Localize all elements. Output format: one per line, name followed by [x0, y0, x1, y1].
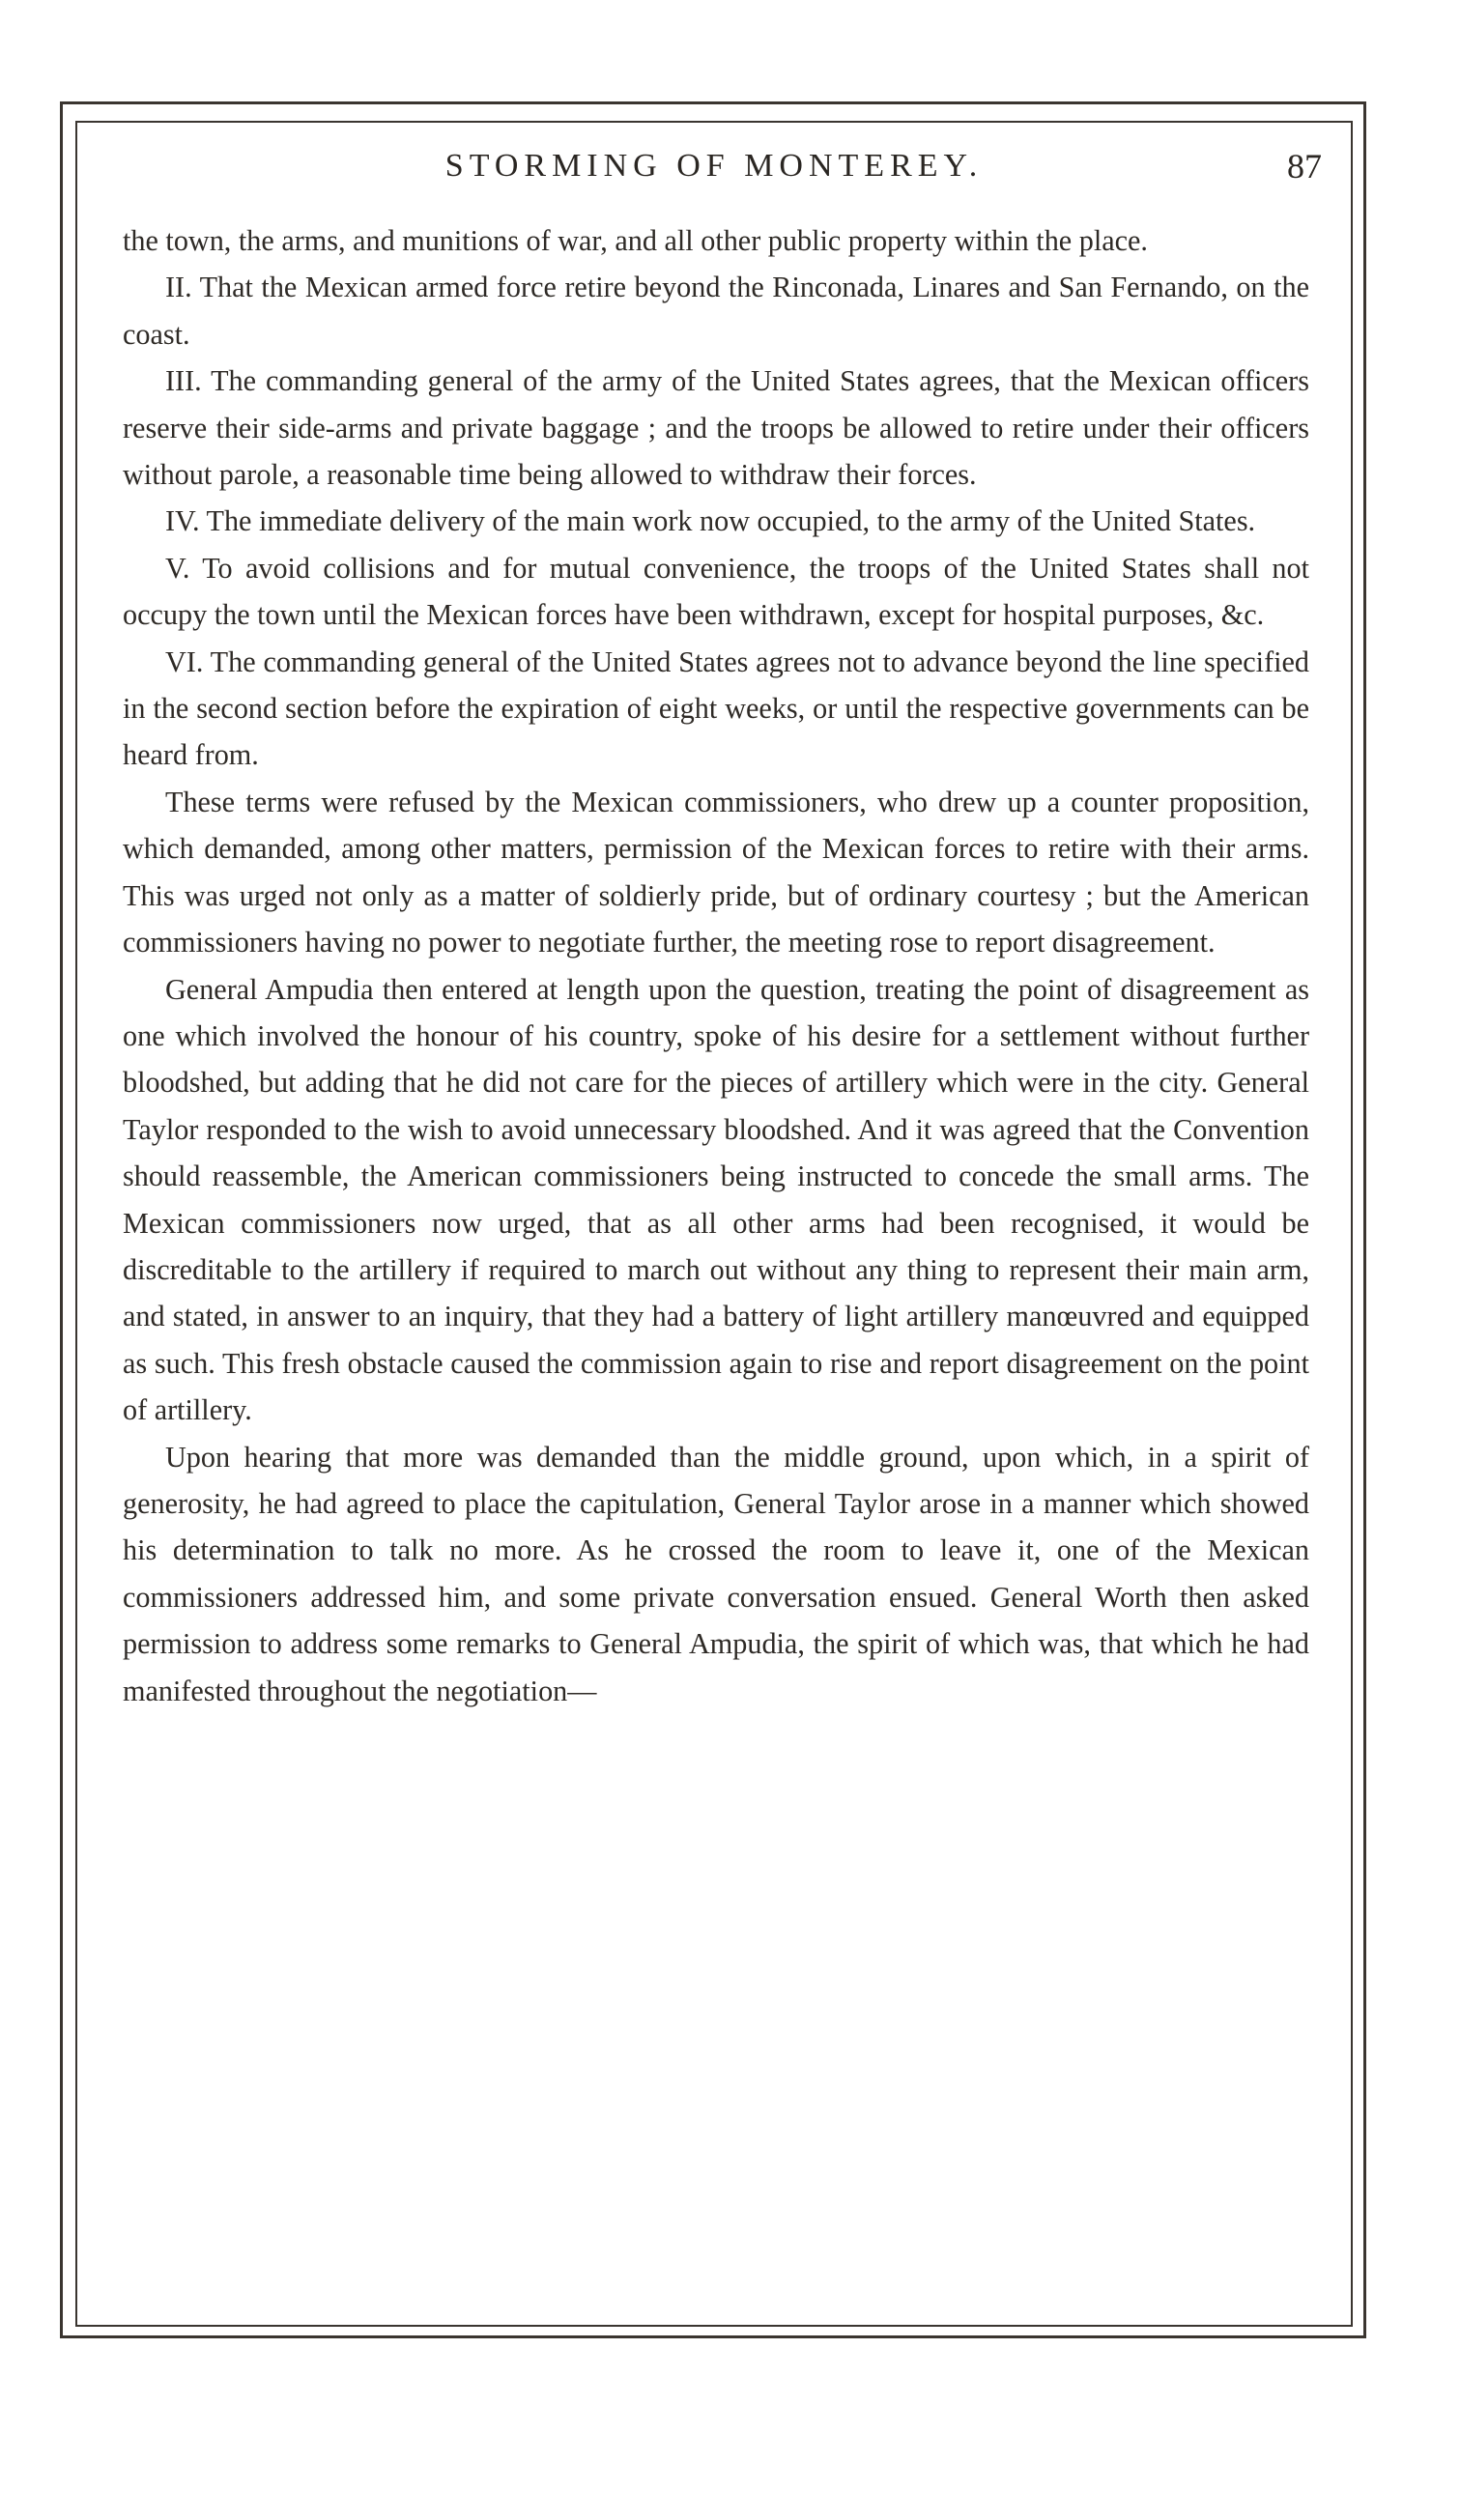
running-title: STORMING OF MONTEREY.: [444, 148, 984, 184]
article-6: VI. The commanding general of the United States agrees not to advance beyond the line specified in the second section before the expiration of eight weeks, or until the respective governments can be heard from.: [123, 644, 1309, 772]
article-2: II. That the Mexican armed force retire beyond the Rinconada, Linares and San Fernando, on the coast.: [123, 271, 1309, 351]
paragraph-continuation: the town, the arms, and munitions of war, and all other public property within the place.: [123, 224, 1148, 257]
paragraph-ampudia: General Ampudia then entered at length upon the question, treating the point of disagreement as one which involved the honour of his country, spoke of his desire for a settlement without further bloodshed, but adding that he did not care for the pieces of artillery which were in the city. General Taylor responded to the wish to avoid unnecessary bloodshed. And it was agreed that the Convention should reassemble, the American commissioners being instructed to concede the small arms. The Mexican commissioners now urged, that as all other arms had been recognised, it would be discreditable to the artillery if required to march out without any thing to represent their main arm, and stated, in answer to an inquiry, that they had a battery of light artillery manœuvred and equipped as such. This fresh obstacle caused the commission again to rise and report disagreement on the point of artillery.: [123, 972, 1309, 1427]
article-4: IV. The immediate delivery of the main work now occupied, to the army of the United States.: [165, 504, 1256, 538]
page-number: 87: [1287, 147, 1322, 186]
article-5: V. To avoid collisions and for mutual convenience, the troops of the United States shall not occupy the town until the Mexican forces have been withdrawn, except for hospital purposes, &c.: [123, 551, 1309, 632]
paragraph-refusal: These terms were refused by the Mexican commissioners, who drew up a counter proposition, which demanded, among other matters, permission of the Mexican forces to retire with their arms. This was urged not only as a matter of soldierly pride, but of ordinary courtesy ; but the American commissioners having no power to negotiate further, the meeting rose to report disagreement.: [123, 785, 1309, 959]
article-3: III. The commanding general of the army of the United States agrees, that the Mexican officers reserve their side-arms and private baggage ; and the troops be allowed to retire under their officers without parole, a reasonable time being allowed to withdraw their forces.: [123, 364, 1309, 492]
body-text: [123, 217, 1309, 1714]
paragraph-taylor: Upon hearing that more was demanded than the middle ground, upon which, in a spirit of generosity, he had agreed to place the capitulation, General Taylor arose in a manner which showed his determination to talk no more. As he crossed the room to leave it, one of the Mexican commissioners addressed him, and some private conversation ensued. General Worth then asked permission to address some remarks to General Ampudia, the spirit of which was, that which he had manifested throughout the negotiation—: [123, 1440, 1309, 1707]
page-header: [75, 140, 1353, 198]
